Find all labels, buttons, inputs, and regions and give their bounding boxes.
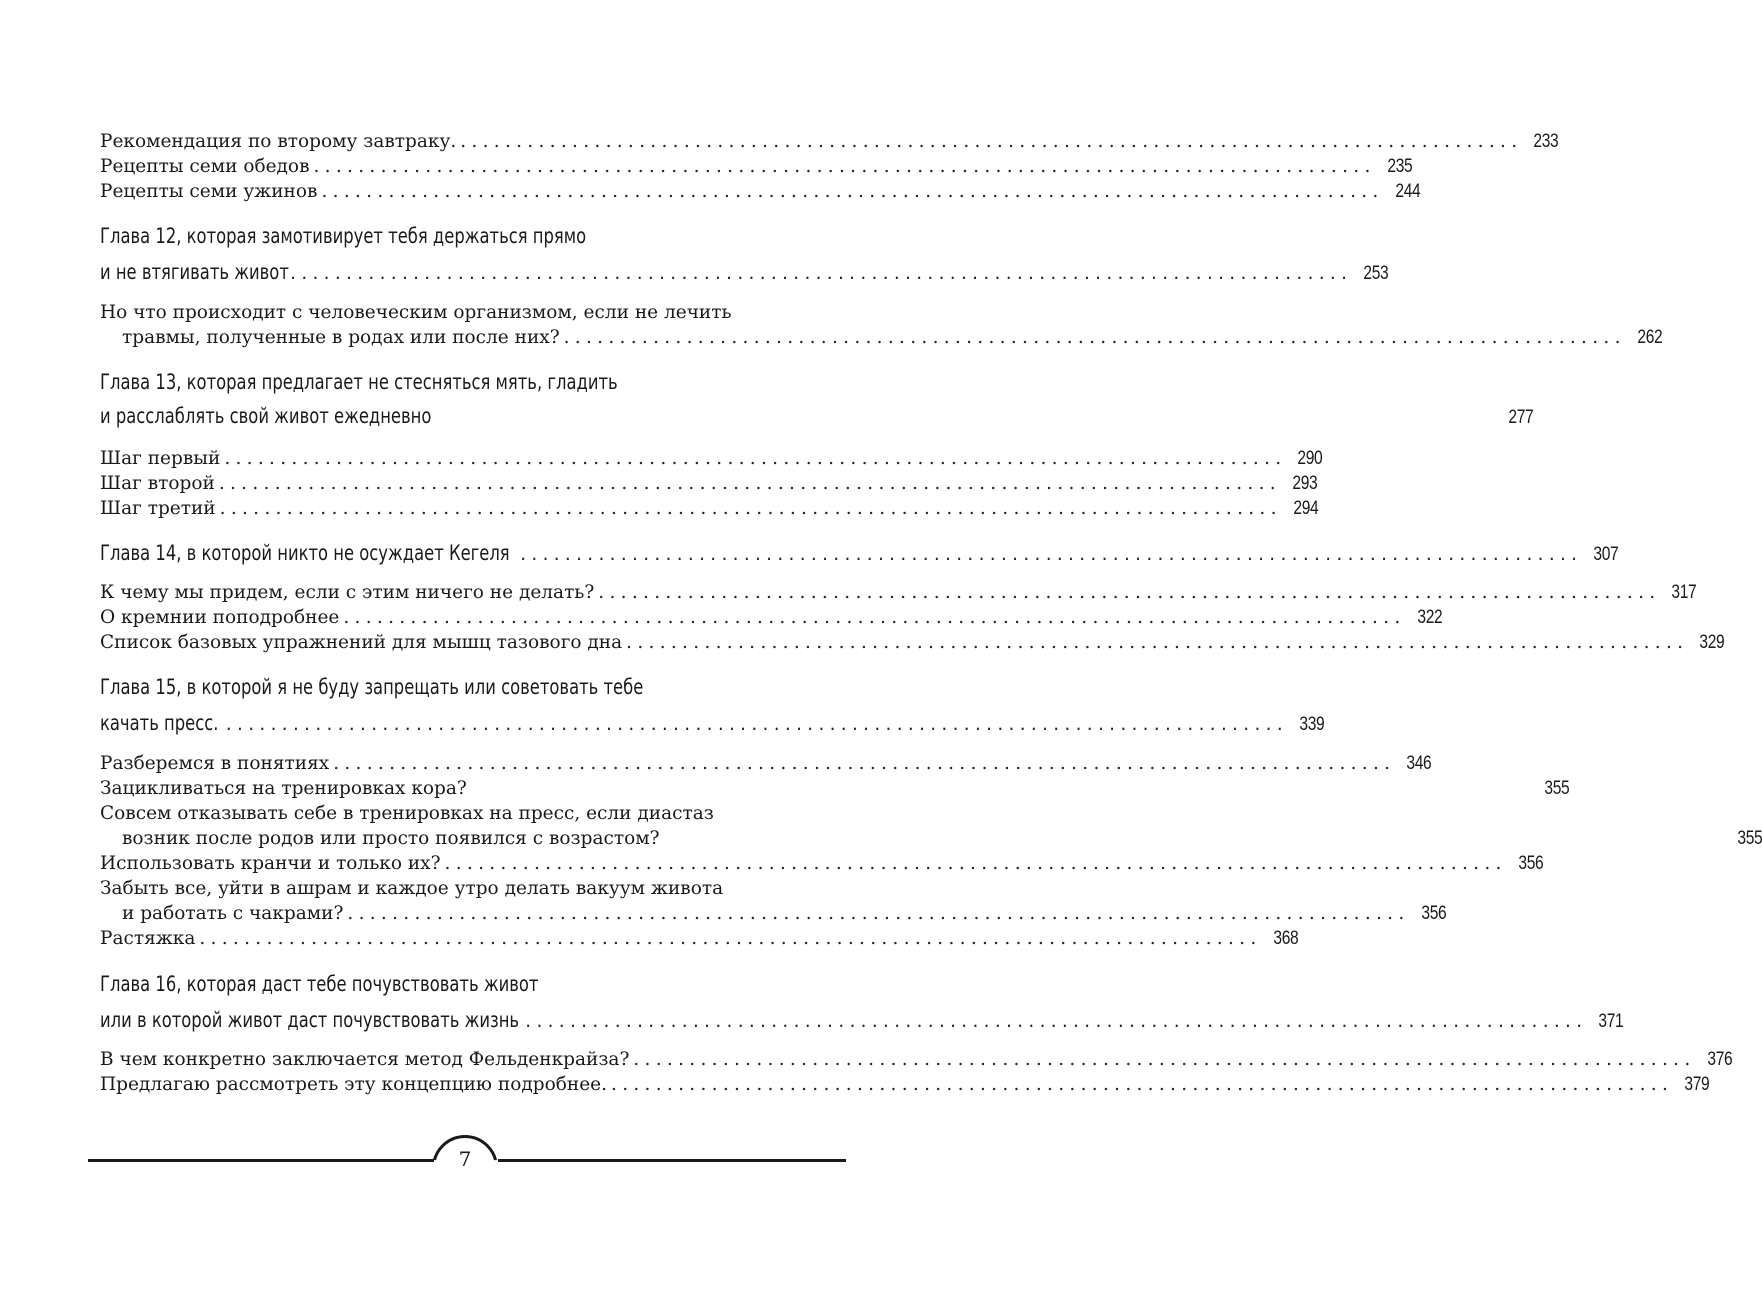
chapter-heading — [100, 675, 840, 701]
toc-entry-title: Предлагаю рассмотреть эту концепцию подробнее. — [100, 1074, 608, 1095]
chapter-title-line: и расслаблять свой живот ежедневно — [100, 404, 432, 428]
toc-entry — [100, 179, 1420, 204]
toc-entry — [100, 711, 1325, 737]
toc-entry-page: 293 — [1292, 473, 1318, 494]
toc-entry — [100, 630, 1725, 655]
toc-entry — [100, 580, 1697, 605]
toc-entry-title: Шаг первый — [100, 448, 221, 469]
dot-leader: ............................................................................................... — [520, 544, 1583, 565]
dot-leader: ............................................................................................... — [444, 853, 1507, 874]
toc-entry-title: Шаг третий — [100, 498, 216, 519]
toc-entry — [100, 446, 1323, 471]
dot-leader: ............................................................................................... — [460, 131, 1523, 152]
footer-rule-right — [498, 1159, 846, 1162]
page-number: 7 — [458, 1147, 472, 1171]
toc-entry-title: возник после родов или просто появился с возрастом? — [122, 828, 660, 849]
toc-entry-page: 339 — [1299, 714, 1325, 735]
dot-leader: ............................................................................................... — [626, 632, 1689, 653]
chapter-title-line: Глава 13, которая предлагает не стесняться мять, гладить — [100, 370, 618, 394]
toc-entry-page: 253 — [1363, 263, 1389, 284]
toc-entry — [100, 129, 1559, 154]
toc-entry-page: 346 — [1406, 753, 1432, 774]
toc-entry — [100, 751, 1432, 776]
toc-entry-page: 355 — [1544, 778, 1570, 799]
toc-entry-title: Рецепты семи ужинов — [100, 181, 318, 202]
toc-entry-title: Растяжка — [100, 928, 196, 949]
dot-leader: ............................................................................................... — [290, 263, 1353, 284]
toc-entry-title: Забыть все, уйти в ашрам и каждое утро делать вакуум живота — [100, 878, 724, 899]
toc-entry — [100, 325, 1662, 350]
chapter-title-line: Глава 12, которая замотивирует тебя держаться прямо — [100, 224, 587, 248]
toc-entry — [100, 541, 1619, 567]
toc-entry — [100, 471, 1318, 496]
dot-leader: ............................................................................................... — [218, 473, 1281, 494]
toc-entry — [100, 1047, 1732, 1072]
dot-leader: ............................................................................................... — [333, 753, 1396, 774]
toc-entry — [100, 926, 1298, 951]
toc-entry-title: Рецепты семи обедов — [100, 156, 310, 177]
toc-entry — [100, 1072, 1710, 1097]
toc-entry-page: 290 — [1297, 448, 1323, 469]
chapter-title-line: или в которой живот даст почувствовать жизнь — [100, 1008, 520, 1032]
toc-entry-title: Совсем отказывать себе в тренировках на пресс, если диастаз — [100, 803, 714, 824]
dot-leader: ............................................................................................... — [343, 607, 1406, 628]
chapter-title-line: Глава 16, которая даст тебе почувствовать живот — [100, 972, 539, 996]
dot-leader: ............................................................................................... — [563, 327, 1626, 348]
toc-entry-page: 277 — [1508, 407, 1534, 428]
toc-entry — [100, 826, 1762, 851]
toc-entry-page: 356 — [1420, 903, 1446, 924]
toc-entry-title: Разберемся в понятиях — [100, 753, 330, 774]
toc-entry — [100, 260, 1389, 286]
dot-leader: ............................................................................................... — [347, 903, 1410, 924]
chapter-title-line: качать пресс. — [100, 711, 219, 735]
toc-entry-page: 356 — [1518, 853, 1543, 874]
toc-entry-page: 262 — [1637, 327, 1662, 348]
toc-entry-page: 235 — [1387, 156, 1412, 177]
toc-entry-title: Шаг второй — [100, 473, 215, 494]
toc-entry-title: Список базовых упражнений для мышц тазового дна — [100, 632, 623, 653]
toc-entry-page: 379 — [1684, 1074, 1710, 1095]
toc-entry-title: В чем конкретно заключается метод Фельденкрайза? — [100, 1049, 630, 1070]
dot-leader: ............................................................................................... — [225, 714, 1289, 735]
toc-entry — [100, 605, 1442, 630]
toc-entry-title: и работать с чакрами? — [122, 903, 344, 924]
dot-leader: ............................................................................................... — [321, 181, 1384, 202]
toc-entry-title: О кремнии поподробнее — [100, 607, 340, 628]
toc-entry-page: 294 — [1293, 498, 1319, 519]
toc-entry-title: Использовать кранчи и только их? — [100, 853, 441, 874]
toc-entry-page: 322 — [1416, 607, 1442, 628]
chapter-title-line: Глава 14, в которой никто не осуждает Кегеля — [100, 541, 510, 565]
dot-leader: ............................................................................................... — [633, 1049, 1696, 1070]
toc-entry — [100, 1008, 1624, 1034]
dot-leader: ............................................................................................... — [611, 1074, 1674, 1095]
toc-entry-title: К чему мы придем, если с этим ничего не делать? — [100, 582, 595, 603]
toc-entry-page: 368 — [1272, 928, 1298, 949]
toc-entry-title: Рекомендация по второму завтраку. — [100, 131, 457, 152]
dot-leader: ............................................................................................... — [199, 928, 1262, 949]
dot-leader: ............................................................................................... — [224, 448, 1287, 469]
chapter-heading — [100, 972, 840, 998]
dot-leader: ............................................................................................... — [525, 1011, 1588, 1032]
toc-entry-title: Но что происходит с человеческим организмом, если не лечить — [100, 302, 732, 323]
toc-entry — [100, 776, 1570, 801]
toc-entry-page: 307 — [1593, 544, 1619, 565]
toc-entry-page: 329 — [1699, 632, 1725, 653]
chapter-heading — [100, 370, 840, 396]
dot-leader: ............................................................................................... — [219, 498, 1282, 519]
dot-leader: ............................................................................................... — [598, 582, 1661, 603]
toc-entry-page: 355 — [1737, 828, 1762, 849]
toc-entry-title: травмы, полученные в родах или после них? — [122, 327, 560, 348]
chapter-title-line: Глава 15, в которой я не буду запрещать или советовать тебе — [100, 675, 644, 699]
toc-entry-page: 233 — [1533, 131, 1559, 152]
toc-entry-page: 317 — [1671, 582, 1697, 603]
toc-entry-page: 371 — [1598, 1011, 1624, 1032]
toc-entry-page: 244 — [1395, 181, 1420, 202]
dot-leader: ............................................................................................... — [313, 156, 1376, 177]
footer-rule-left — [88, 1159, 434, 1162]
toc-entry — [100, 851, 1543, 876]
chapter-heading — [100, 224, 840, 250]
toc-entry-title: Зацикливаться на тренировках кора? — [100, 778, 467, 799]
toc-entry — [100, 496, 1319, 521]
toc-entry-page: 376 — [1706, 1049, 1732, 1070]
toc-entry — [100, 901, 1446, 926]
chapter-title-line: и не втягивать живот — [100, 260, 289, 284]
toc-entry — [100, 154, 1412, 179]
toc-entry — [100, 404, 1534, 430]
